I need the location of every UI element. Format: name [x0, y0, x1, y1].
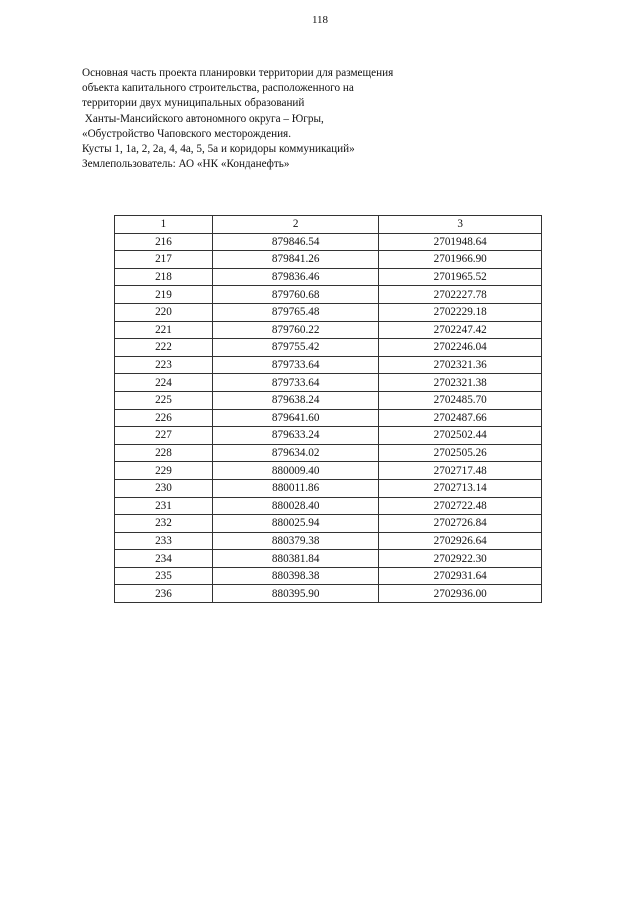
- x-coordinate-cell: 879634.02: [212, 444, 378, 462]
- y-coordinate-cell: 2702227.78: [379, 286, 542, 304]
- table-row: [115, 251, 542, 269]
- point-number-cell: 231: [115, 497, 213, 515]
- y-coordinate-cell: 2702936.00: [379, 585, 542, 603]
- header-line-7: Землепользователь: АО «НК «Конданефть»: [82, 158, 290, 171]
- table-row: [115, 356, 542, 374]
- y-coordinate-cell: 2701966.90: [379, 251, 542, 269]
- header-line-5: «Обустройство Чаповского месторождения.: [82, 127, 291, 140]
- column-header-1: 1: [115, 216, 213, 234]
- table-row: [115, 409, 542, 427]
- y-coordinate-cell: 2702485.70: [379, 391, 542, 409]
- x-coordinate-cell: 879765.48: [212, 303, 378, 321]
- y-coordinate-cell: 2702926.64: [379, 532, 542, 550]
- y-coordinate-cell: 2701965.52: [379, 268, 542, 286]
- y-coordinate-cell: 2701948.64: [379, 233, 542, 251]
- x-coordinate-cell: 879841.26: [212, 251, 378, 269]
- table-row: [115, 303, 542, 321]
- x-coordinate-cell: 879633.24: [212, 427, 378, 445]
- point-number-cell: 229: [115, 462, 213, 480]
- point-number-cell: 219: [115, 286, 213, 304]
- point-number-cell: 233: [115, 532, 213, 550]
- y-coordinate-cell: 2702321.36: [379, 356, 542, 374]
- x-coordinate-cell: 880381.84: [212, 550, 378, 568]
- x-coordinate-cell: 879733.64: [212, 374, 378, 392]
- header-line-4: Ханты-Мансийского автономного округа – Югры,: [82, 112, 324, 125]
- x-coordinate-cell: 879760.68: [212, 286, 378, 304]
- point-number-cell: 217: [115, 251, 213, 269]
- point-number-cell: 225: [115, 391, 213, 409]
- point-number-cell: 218: [115, 268, 213, 286]
- table-row: [115, 233, 542, 251]
- table-row: [115, 321, 542, 339]
- y-coordinate-cell: 2702246.04: [379, 339, 542, 357]
- point-number-cell: 222: [115, 339, 213, 357]
- header-line-6: Кусты 1, 1а, 2, 2а, 4, 4а, 5, 5а и коридоры коммуникаций»: [82, 143, 355, 156]
- table-row: [115, 550, 542, 568]
- table-row: [115, 268, 542, 286]
- table-row: [115, 532, 542, 550]
- column-header-3: 3: [379, 216, 542, 234]
- x-coordinate-cell: 879846.54: [212, 233, 378, 251]
- header-line-1: Основная часть проекта планировки территории для размещения: [82, 67, 394, 79]
- table-row: [115, 427, 542, 445]
- point-number-cell: 220: [115, 303, 213, 321]
- y-coordinate-cell: 2702505.26: [379, 444, 542, 462]
- y-coordinate-cell: 2702922.30: [379, 550, 542, 568]
- table-row: [115, 339, 542, 357]
- x-coordinate-cell: 879733.64: [212, 356, 378, 374]
- x-coordinate-cell: 880009.40: [212, 462, 378, 480]
- x-coordinate-cell: 880011.86: [212, 479, 378, 497]
- table-row: [115, 479, 542, 497]
- point-number-cell: 235: [115, 567, 213, 585]
- table-body: [115, 233, 542, 602]
- x-coordinate-cell: 879760.22: [212, 321, 378, 339]
- table-row: [115, 567, 542, 585]
- x-coordinate-cell: 879641.60: [212, 409, 378, 427]
- y-coordinate-cell: 2702247.42: [379, 321, 542, 339]
- y-coordinate-cell: 2702229.18: [379, 303, 542, 321]
- point-number-cell: 221: [115, 321, 213, 339]
- point-number-cell: 234: [115, 550, 213, 568]
- header-line-3: территории двух муниципальных образований: [82, 97, 305, 110]
- x-coordinate-cell: 879755.42: [212, 339, 378, 357]
- table-row: [115, 391, 542, 409]
- y-coordinate-cell: 2702717.48: [379, 462, 542, 480]
- point-number-cell: 223: [115, 356, 213, 374]
- coordinates-table: [114, 215, 542, 603]
- y-coordinate-cell: 2702931.64: [379, 567, 542, 585]
- x-coordinate-cell: 880379.38: [212, 532, 378, 550]
- table-header-row: [115, 216, 542, 234]
- table-header: [115, 216, 542, 234]
- page-number: 118: [311, 14, 329, 26]
- table-row: [115, 444, 542, 462]
- point-number-cell: 227: [115, 427, 213, 445]
- column-header-2: 2: [212, 216, 378, 234]
- point-number-cell: 232: [115, 515, 213, 533]
- x-coordinate-cell: 879638.24: [212, 391, 378, 409]
- y-coordinate-cell: 2702502.44: [379, 427, 542, 445]
- y-coordinate-cell: 2702722.48: [379, 497, 542, 515]
- table-row: [115, 585, 542, 603]
- table-row: [115, 515, 542, 533]
- y-coordinate-cell: 2702321.38: [379, 374, 542, 392]
- x-coordinate-cell: 880025.94: [212, 515, 378, 533]
- table-row: [115, 497, 542, 515]
- header-line-2: объекта капитального строительства, расположенного на: [82, 82, 354, 95]
- point-number-cell: 230: [115, 479, 213, 497]
- document-header: [82, 66, 502, 172]
- point-number-cell: 236: [115, 585, 213, 603]
- point-number-cell: 224: [115, 374, 213, 392]
- y-coordinate-cell: 2702487.66: [379, 409, 542, 427]
- x-coordinate-cell: 879836.46: [212, 268, 378, 286]
- y-coordinate-cell: 2702713.14: [379, 479, 542, 497]
- x-coordinate-cell: 880028.40: [212, 497, 378, 515]
- table-row: [115, 374, 542, 392]
- point-number-cell: 228: [115, 444, 213, 462]
- y-coordinate-cell: 2702726.84: [379, 515, 542, 533]
- table-row: [115, 462, 542, 480]
- x-coordinate-cell: 880398.38: [212, 567, 378, 585]
- table-row: [115, 286, 542, 304]
- x-coordinate-cell: 880395.90: [212, 585, 378, 603]
- point-number-cell: 216: [115, 233, 213, 251]
- point-number-cell: 226: [115, 409, 213, 427]
